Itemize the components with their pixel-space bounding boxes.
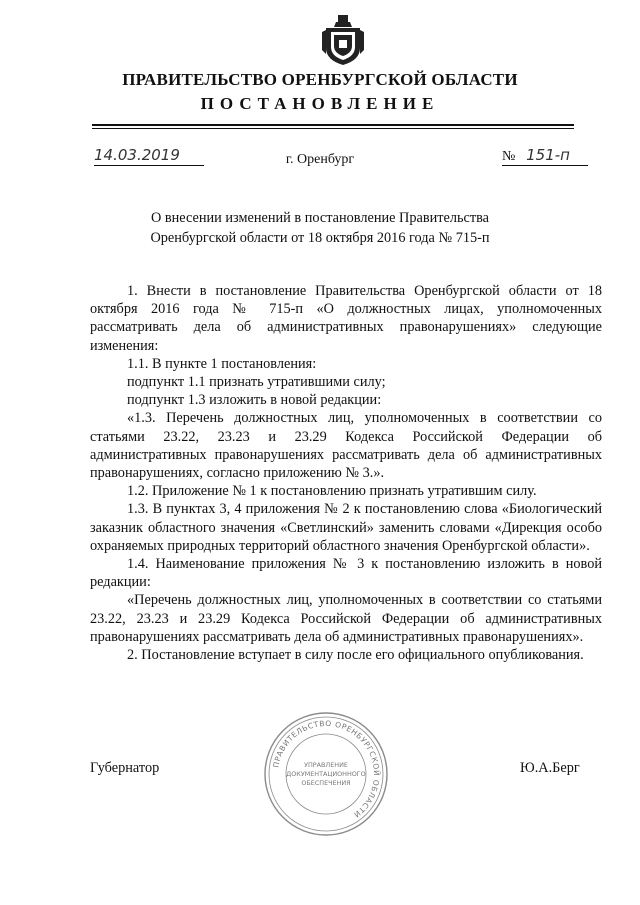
header-rule-thick (92, 124, 574, 126)
paragraph-1-1: 1.1. В пункте 1 постановления: (127, 355, 317, 372)
paragraph-1: 1. Внести в постановление Правительства Оренбургской области от 18 октября 2016 года № 715-п «О должностных лицах, уполномоченных рассматривать дела об административных правонарушениях» следующие изменения: (90, 283, 602, 354)
document-number: 151-п (526, 146, 570, 164)
document-body (90, 282, 602, 664)
official-seal (262, 710, 390, 838)
document-number-label: № (502, 149, 516, 164)
quote-appendix-title: «Перечень должностных лиц, уполномоченных в соответствии со статьями 23.22, 23.23 и 23.29 Кодекса Российской Федерации об административных правонарушениях рассматривать дела об административных правонарушениях». (90, 592, 602, 645)
paragraph-2: 2. Постановление вступает в силу после его официального опубликования. (127, 647, 584, 664)
document-date: 14.03.2019 (94, 146, 204, 166)
paragraph-1-3: 1.3. В пунктах 3, 4 приложения № 2 к постановлению слова «Биологический заказник областного значения «Светлинский» заменить словами «Дирекция особо охраняемых природных территорий областного значения Оренбургской области». (90, 501, 602, 554)
coat-of-arms-icon (322, 14, 364, 66)
organization-title: ПРАВИТЕЛЬСТВО ОРЕНБУРГСКОЙ ОБЛАСТИ (122, 70, 518, 89)
seal-line-1: УПРАВЛЕНИЕ (304, 761, 348, 769)
quote-1-3: «1.3. Перечень должностных лиц, уполномоченных в соответствии со статьями 23.22, 23.23 и 23.29 Кодекса Российской Федерации об административных правонарушениях рассматривать дела об административных правонарушениях, согласно приложению № 3.». (90, 410, 602, 482)
document-type-title: ПОСТАНОВЛЕНИЕ (200, 94, 440, 113)
signature-name: Ю.А.Берг (520, 760, 580, 776)
signature-role: Губернатор (90, 760, 160, 776)
seal-line-2: ДОКУМЕНТАЦИОННОГО (286, 770, 366, 778)
header-rule-thin (92, 128, 574, 129)
seal-line-3: ОБЕСПЕЧЕНИЯ (301, 779, 351, 787)
document-subject (0, 208, 640, 248)
subject-line-2: Оренбургской области от 18 октября 2016 года № 715-п (150, 230, 490, 246)
document-city: г. Оренбург (285, 152, 355, 167)
document-number-field (502, 146, 588, 166)
seal-ring-text: ПРАВИТЕЛЬСТВО ОРЕНБУРГСКОЙ ОБЛАСТИ (271, 718, 382, 820)
subparagraph-1-3: подпункт 1.3 изложить в новой редакции: (127, 392, 382, 409)
subparagraph-1-1: подпункт 1.1 признать утратившими силу; (127, 374, 386, 391)
paragraph-1-4: 1.4. Наименование приложения № 3 к постановлению изложить в новой редакции: (90, 556, 602, 591)
paragraph-1-2: 1.2. Приложение № 1 к постановлению признать утратившим силу. (127, 483, 537, 500)
subject-line-1: О внесении изменений в постановление Правительства (150, 210, 490, 226)
